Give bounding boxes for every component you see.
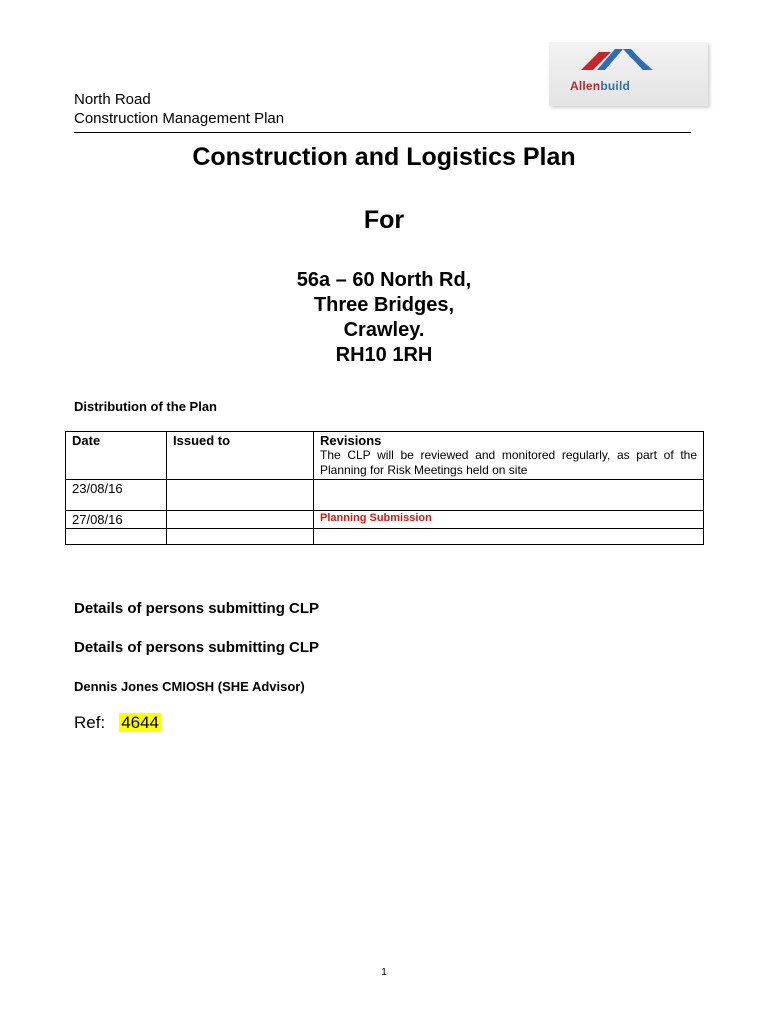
revision-table <box>65 431 704 545</box>
title-for: For <box>363 206 405 234</box>
logo-wordmark-part2: build <box>600 79 631 93</box>
logo-wordmark <box>570 79 630 93</box>
submitter-name: Dennis Jones CMIOSH (SHE Advisor) <box>74 679 305 694</box>
company-logo <box>549 42 708 106</box>
header-document-type: Construction Management Plan <box>74 110 285 127</box>
details-heading-1: Details of persons submitting CLP <box>74 600 320 617</box>
header-revisions-label: Revisions <box>320 433 382 448</box>
header-date: Date <box>66 432 167 480</box>
row-revisions: Planning Submission <box>314 511 704 529</box>
row-revisions <box>314 529 704 545</box>
document-title: Construction and Logistics Plan <box>192 143 576 171</box>
details-heading-2: Details of persons submitting CLP <box>74 639 320 656</box>
header-project-name: North Road <box>74 91 151 108</box>
ref-label: Ref: <box>74 713 106 732</box>
row-date: 23/08/16 <box>66 480 167 511</box>
row-date: 27/08/16 <box>66 511 167 529</box>
header-revisions <box>314 432 704 480</box>
logo-roof-icon <box>571 48 683 78</box>
logo-wordmark-part1: Allen <box>570 79 601 93</box>
site-address <box>74 268 694 368</box>
row-date <box>66 529 167 545</box>
table-row <box>66 529 704 545</box>
table-row <box>66 511 704 529</box>
header-divider <box>74 132 691 133</box>
row-issued-to <box>167 480 314 511</box>
ref-value: 4644 <box>121 713 160 732</box>
row-revisions <box>314 480 704 511</box>
page-number: 1 <box>381 967 387 978</box>
row-issued-to <box>167 529 314 545</box>
distribution-heading: Distribution of the Plan <box>74 399 217 414</box>
header-issued-to: Issued to <box>167 432 314 480</box>
document-header <box>74 90 284 128</box>
table-header-row <box>66 432 704 480</box>
row-issued-to <box>167 511 314 529</box>
table-row <box>66 480 704 511</box>
revisions-note: The CLP will be reviewed and monitored regularly, as part of the Planning for Risk Meetings held on site <box>320 448 697 477</box>
reference-line <box>74 713 161 733</box>
address-line-2: Three Bridges, <box>313 294 455 316</box>
address-line-3: Crawley. <box>343 319 425 341</box>
address-line-4: RH10 1RH <box>335 344 433 366</box>
address-line-1: 56a – 60 North Rd, <box>296 269 472 291</box>
